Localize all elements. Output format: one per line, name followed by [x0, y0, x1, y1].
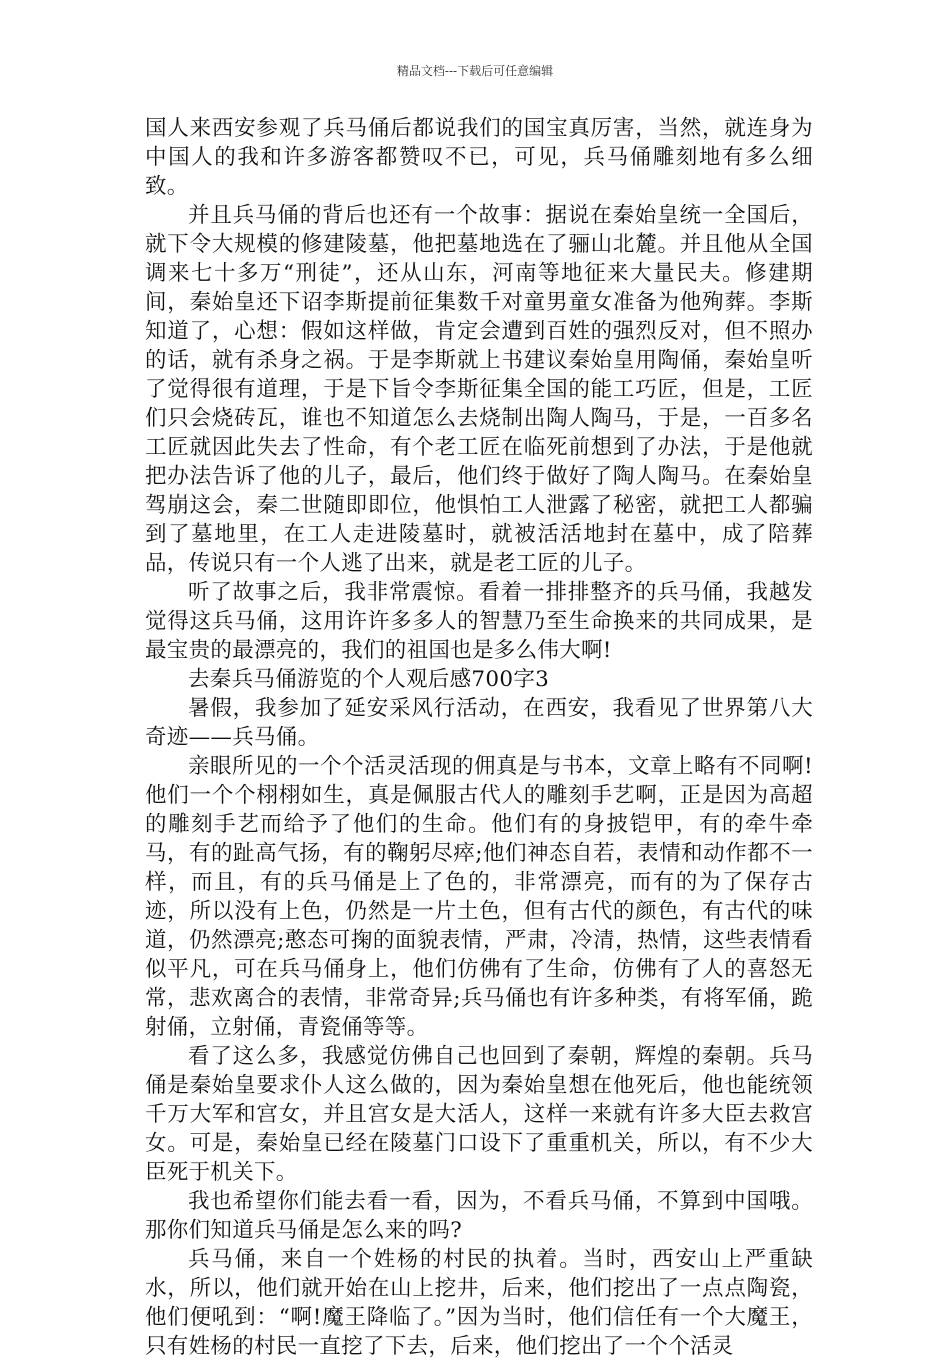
paragraph: 并且兵马俑的背后也还有一个故事：据说在秦始皇统一全国后，就下令大规模的修建陵墓，他把墓地选在了骊山北麓。并且他从全国调来七十多万“刑徒”，还从山东，河南等地征来大量民夫。修建期间，秦始皇还下诏李斯提前征集数千对童男童女准备为他殉葬。李斯知道了，心想：假如这样做，肯定会遭到百姓的强烈反对，但不照办的话，就有杀身之祸。于是李斯就上书建议秦始皇用陶俑，秦始皇听了觉得很有道理，于是下旨令李斯征集全国的能工巧匠，但是，工匠们只会烧砖瓦，谁也不知道怎么去烧制出陶人陶马，于是，一百多名工匠就因此失去了性命，有个老工匠在临死前想到了办法，于是他就把办法告诉了他的儿子，最后，他们终于做好了陶人陶马。在秦始皇驾崩这会，秦二世随即即位，他惧怕工人泄露了秘密，就把工人都骗到了墓地里，在工人走进陵墓时，就被活活地封在墓中，成了陪葬品，传说只有一个人逃了出来，就是老工匠的儿子。 [145, 203, 813, 576]
paragraph: 听了故事之后，我非常震惊。看着一排排整齐的兵马俑，我越发觉得这兵马俑，这用许许多多人的智慧乃至生命换来的共同成果，是最宝贵的最漂亮的，我们的祖国也是多么伟大啊! [145, 580, 813, 663]
document-body [145, 114, 813, 1361]
paragraph: 看了这么多，我感觉仿佛自己也回到了秦朝，辉煌的秦朝。兵马俑是秦始皇要求仆人这么做的，因为秦始皇想在他死后，他也能统领千万大军和宫女，并且宫女是大活人，这样一来就有许多大臣去救宫女。可是，秦始皇已经在陵墓门口设下了重重机关，所以，有不少大臣死于机关下。 [145, 1044, 813, 1185]
paragraph: 国人来西安参观了兵马俑后都说我们的国宝真厉害，当然，就连身为中国人的我和许多游客都赞叹不已，可见，兵马俑雕刻地有多么细致。 [145, 116, 813, 199]
paragraph: 亲眼所见的一个个活灵活现的佣真是与书本，文章上略有不同啊!他们一个个栩栩如生，真是佩服古代人的雕刻手艺啊，正是因为高超的雕刻手艺而给予了他们的生命。他们有的身披铠甲，有的牵牛牵马，有的趾高气扬，有的鞠躬尽瘁;他们神态自若，表情和动作都不一样，而且，有的兵马俑是上了色的，非常漂亮，而有的为了保存古迹，所以没有上色，仍然是一片土色，但有古代的颜色，有古代的味道，仍然漂亮;憨态可掬的面貌表情，严肃，冷清，热情，这些表情看似平凡，可在兵马俑身上，他们仿佛有了生命，仿佛有了人的喜怒无常，悲欢离合的表情，非常奇异;兵马俑也有许多种类，有将军俑，跪射俑，立射俑，青瓷俑等等。 [145, 754, 813, 1040]
paragraph: 暑假，我参加了延安采风行活动，在西安，我看见了世界第八大奇迹——兵马俑。 [145, 696, 813, 750]
page-header: 精品文档---下载后可任意编辑 [396, 64, 554, 78]
paragraph: 我也希望你们能去看一看，因为，不看兵马俑，不算到中国哦。那你们知道兵马俑是怎么来的吗? [145, 1189, 813, 1243]
paragraph: 兵马俑，来自一个姓杨的村民的执着。当时，西安山上严重缺水，所以，他们就开始在山上挖井，后来，他们挖出了一点点陶瓷，他们便吼到：“啊!魔王降临了。”因为当时，他们信任有一个大魔王，只有姓杨的村民一直挖了下去，后来，他们挖出了一个个活灵 [145, 1247, 813, 1359]
section-heading: 去秦兵马俑游览的个人观后感700字3 [188, 667, 550, 692]
